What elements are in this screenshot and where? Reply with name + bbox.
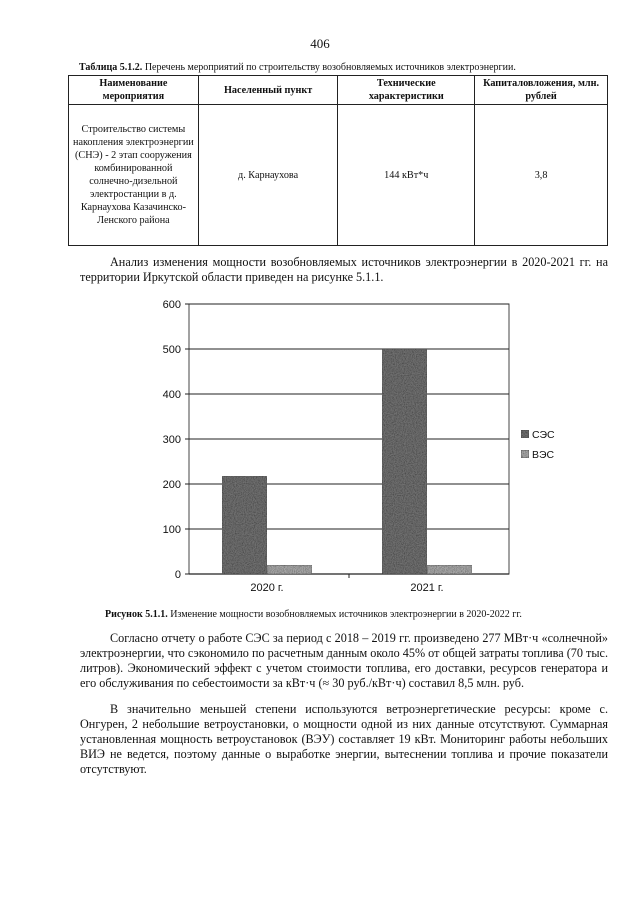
table-caption-label: Таблица 5.1.2. (79, 62, 143, 73)
legend-label: ВЭС (532, 449, 555, 461)
cell-specs: 144 кВт*ч (338, 105, 475, 246)
figure-caption-text: Изменение мощности возобновляемых источников электроэнергии в 2020-2022 гг. (167, 609, 522, 620)
x-tick-label: 2020 г. (250, 582, 284, 594)
y-tick-label: 500 (162, 344, 181, 356)
cell-settlement: д. Карнаухова (198, 105, 338, 246)
bar-ВЭС-1 (427, 565, 472, 574)
legend-label: СЭС (532, 429, 555, 441)
header-settlement: Населенный пункт (198, 76, 338, 105)
y-tick-label: 0 (174, 569, 181, 581)
body-text-1: Согласно отчету о работе СЭС за период с 2018 – 2019 гг. произведено 277 МВт·ч «солнечной» электроэнергии, что сэкономило по расчетным данным около 45% от общей затраты топлива (70 тыс. литров). Экономический эффект с учетом стоимости топлива, его доставки, ресурсов генератора и его обслуживания по себестоимости за кВт·ч (≈ 30 руб./кВт·ч) составил 8,5 млн. руб. (80, 631, 608, 690)
y-tick-label: 600 (162, 299, 181, 311)
bar-СЭС-1 (382, 349, 427, 574)
page-number: 406 (310, 36, 330, 51)
cell-measure-name: Строительство системы накопления электроэнергии (СНЭ) - 2 этап сооружения комбинированной солнечно-дизельной электростанции в д. Карнаухова Казачинско-Ленского района (69, 105, 199, 246)
y-tick-label: 400 (162, 389, 181, 401)
y-tick-label: 100 (162, 524, 181, 536)
header-capex: Капиталовложения, млн. рублей (475, 76, 608, 105)
header-measure: Наименование мероприятия (69, 76, 199, 105)
y-tick-label: 300 (162, 434, 181, 446)
body-text-2: В значительно меньшей степени используются ветроэнергетические ресурсы: кроме с. Онгурен, 2 небольшие ветроустановки, о мощности одной из них данные отсутствуют. Суммарная установленная мощность ветроустановок (ВЭУ) составляет 19 кВт. Мониторинг работы небольших ВИЭ не ведется, поэтому данные о выработке энергии, вытеснении топлива и прочие показатели отсутствуют. (80, 702, 608, 776)
body-paragraph-1 (80, 631, 608, 691)
header-specs: Технические характеристики (338, 76, 475, 105)
intro-text: Анализ изменения мощности возобновляемых источников электроэнергии в 2020-2021 гг. на территории Иркутской области приведен на рисунке 5.1.1. (80, 255, 608, 284)
bar-СЭС-0 (222, 476, 267, 574)
bar-ВЭС-0 (267, 565, 312, 574)
legend-swatch-СЭС (521, 430, 529, 438)
figure-caption-label: Рисунок 5.1.1. (105, 609, 168, 620)
body-paragraph-2 (80, 702, 608, 777)
x-tick-label: 2021 г. (410, 582, 444, 594)
cell-capex: 3,8 (475, 105, 608, 246)
legend-swatch-ВЭС (521, 450, 529, 458)
table-caption-text: Перечень мероприятий по строительству возобновляемых источников электроэнергии. (142, 62, 516, 73)
figure-caption (105, 609, 522, 620)
y-tick-label: 200 (162, 479, 181, 491)
